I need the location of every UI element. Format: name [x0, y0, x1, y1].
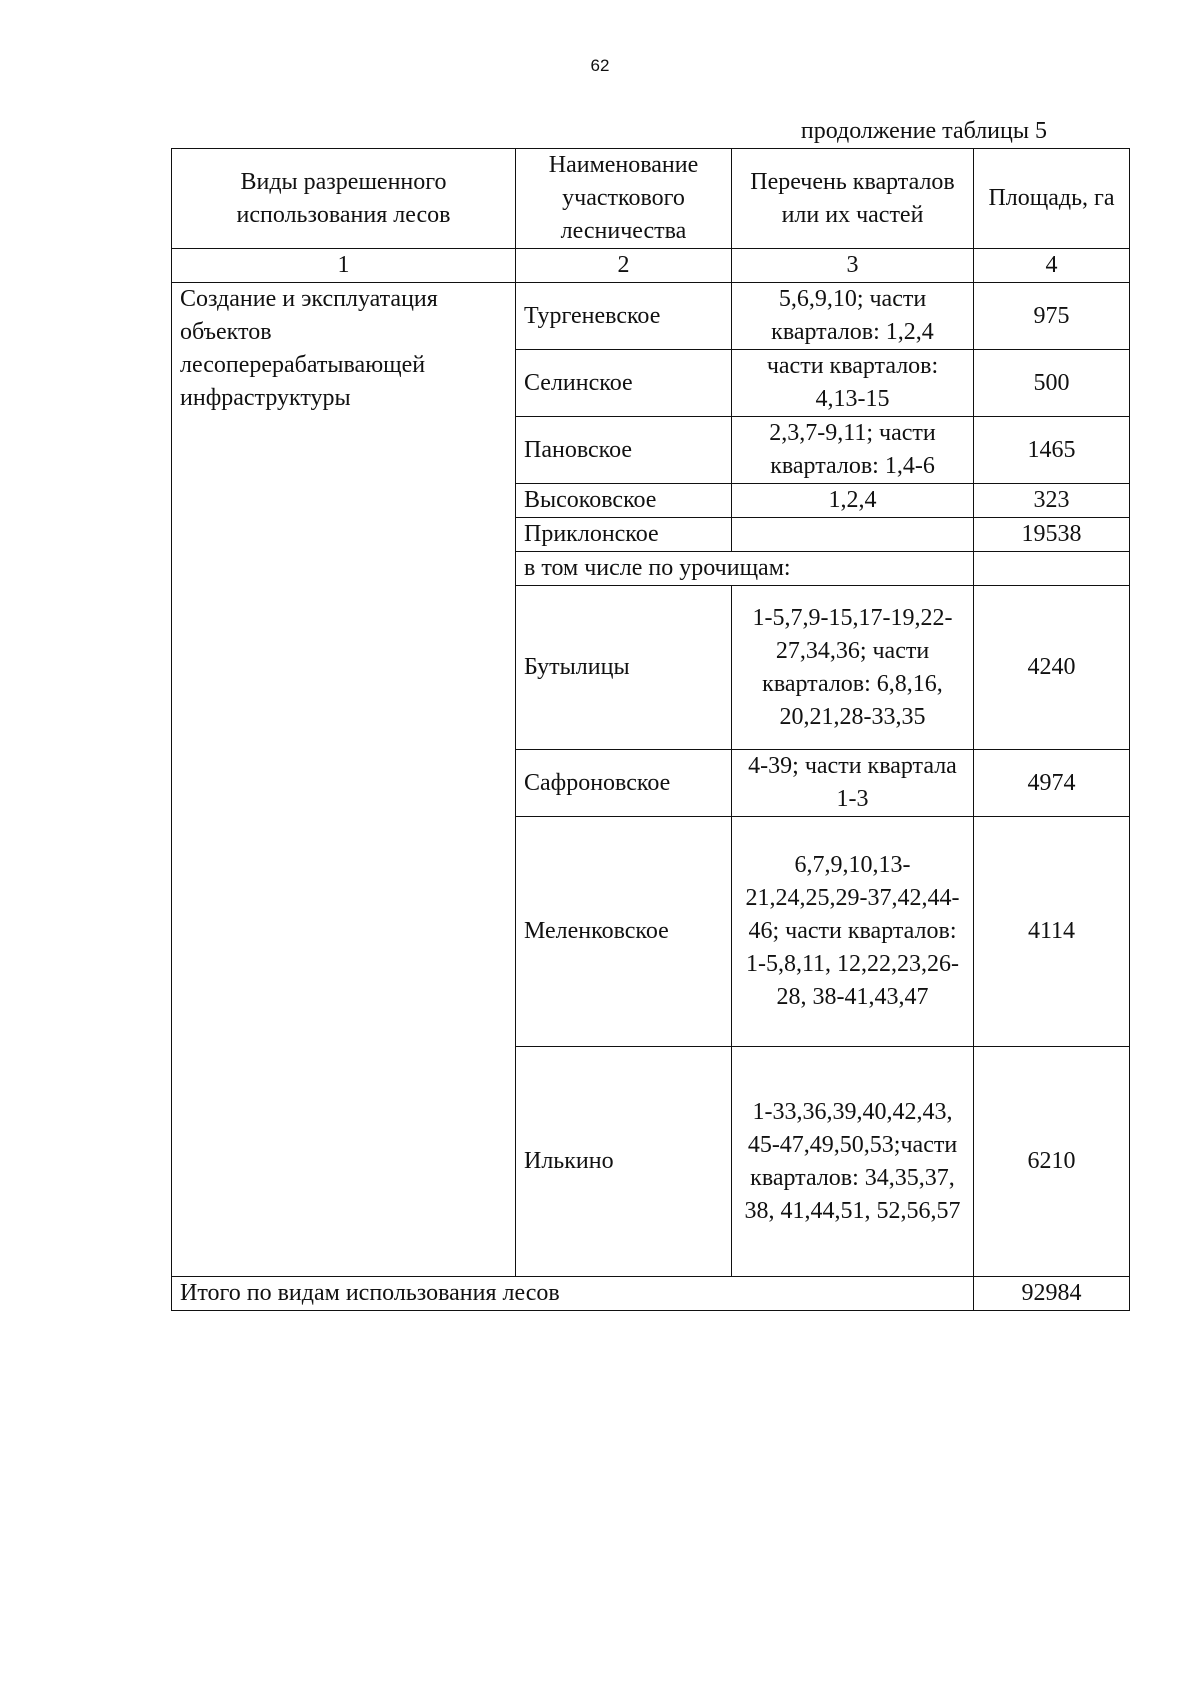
area-cell: 323	[974, 484, 1130, 518]
area-cell: 975	[974, 283, 1130, 350]
forestry-cell: Приклонское	[516, 518, 732, 552]
column-number: 1	[172, 249, 516, 283]
column-header-area: Площадь, га	[974, 149, 1130, 249]
quarters-cell: 4-39; части квартала 1-3	[732, 750, 974, 817]
area-cell: 500	[974, 350, 1130, 417]
table-continuation-caption: продолжение таблицы 5	[800, 118, 1047, 144]
quarters-cell: 1-33,36,39,40,42,43, 45-47,49,50,53;части кварталов: 34,35,37, 38, 41,44,51, 52,56,57	[732, 1047, 974, 1277]
header-row	[172, 149, 1130, 249]
area-cell: 4240	[974, 586, 1130, 750]
column-number-row	[172, 249, 1130, 283]
area-cell: 19538	[974, 518, 1130, 552]
quarters-cell	[732, 518, 974, 552]
column-number: 2	[516, 249, 732, 283]
total-row	[172, 1277, 1130, 1311]
column-header-quarters: Перечень кварталов или их частей	[732, 149, 974, 249]
area-cell: 4974	[974, 750, 1130, 817]
quarters-cell: 1-5,7,9-15,17-19,22-27,34,36; части кварталов: 6,8,16, 20,21,28-33,35	[732, 586, 974, 750]
page-number: 62	[590, 56, 610, 75]
tracts-subheading: в том числе по урочищам:	[516, 552, 974, 586]
area-cell: 4114	[974, 817, 1130, 1047]
forestry-cell: Селинское	[516, 350, 732, 417]
area-cell: 6210	[974, 1047, 1130, 1277]
area-cell	[974, 552, 1130, 586]
forestry-cell: Бутылицы	[516, 586, 732, 750]
quarters-cell: 5,6,9,10; части кварталов: 1,2,4	[732, 283, 974, 350]
area-cell: 1465	[974, 417, 1130, 484]
forest-use-table	[171, 148, 1130, 1311]
quarters-cell: 6,7,9,10,13-21,24,25,29-37,42,44-46; части кварталов: 1-5,8,11, 12,22,23,26-28, 38-41,43,47	[732, 817, 974, 1047]
total-label: Итого по видам использования лесов	[172, 1277, 974, 1311]
column-header-use-type: Виды разрешенного использования лесов	[172, 149, 516, 249]
column-number: 3	[732, 249, 974, 283]
quarters-cell: 2,3,7-9,11; части кварталов: 1,4-6	[732, 417, 974, 484]
forestry-cell: Тургеневское	[516, 283, 732, 350]
total-value: 92984	[974, 1277, 1130, 1311]
forestry-cell: Илькино	[516, 1047, 732, 1277]
forestry-cell: Меленковское	[516, 817, 732, 1047]
forestry-cell: Сафроновское	[516, 750, 732, 817]
column-header-forestry: Наименование участкового лесничества	[516, 149, 732, 249]
quarters-cell: части кварталов: 4,13-15	[732, 350, 974, 417]
table-row	[172, 283, 1130, 350]
forestry-cell: Высоковское	[516, 484, 732, 518]
use-type-cell: Создание и эксплуатация объектов лесоперерабатывающей инфраструктуры	[172, 283, 516, 1277]
quarters-cell: 1,2,4	[732, 484, 974, 518]
forestry-cell: Пановское	[516, 417, 732, 484]
column-number: 4	[974, 249, 1130, 283]
